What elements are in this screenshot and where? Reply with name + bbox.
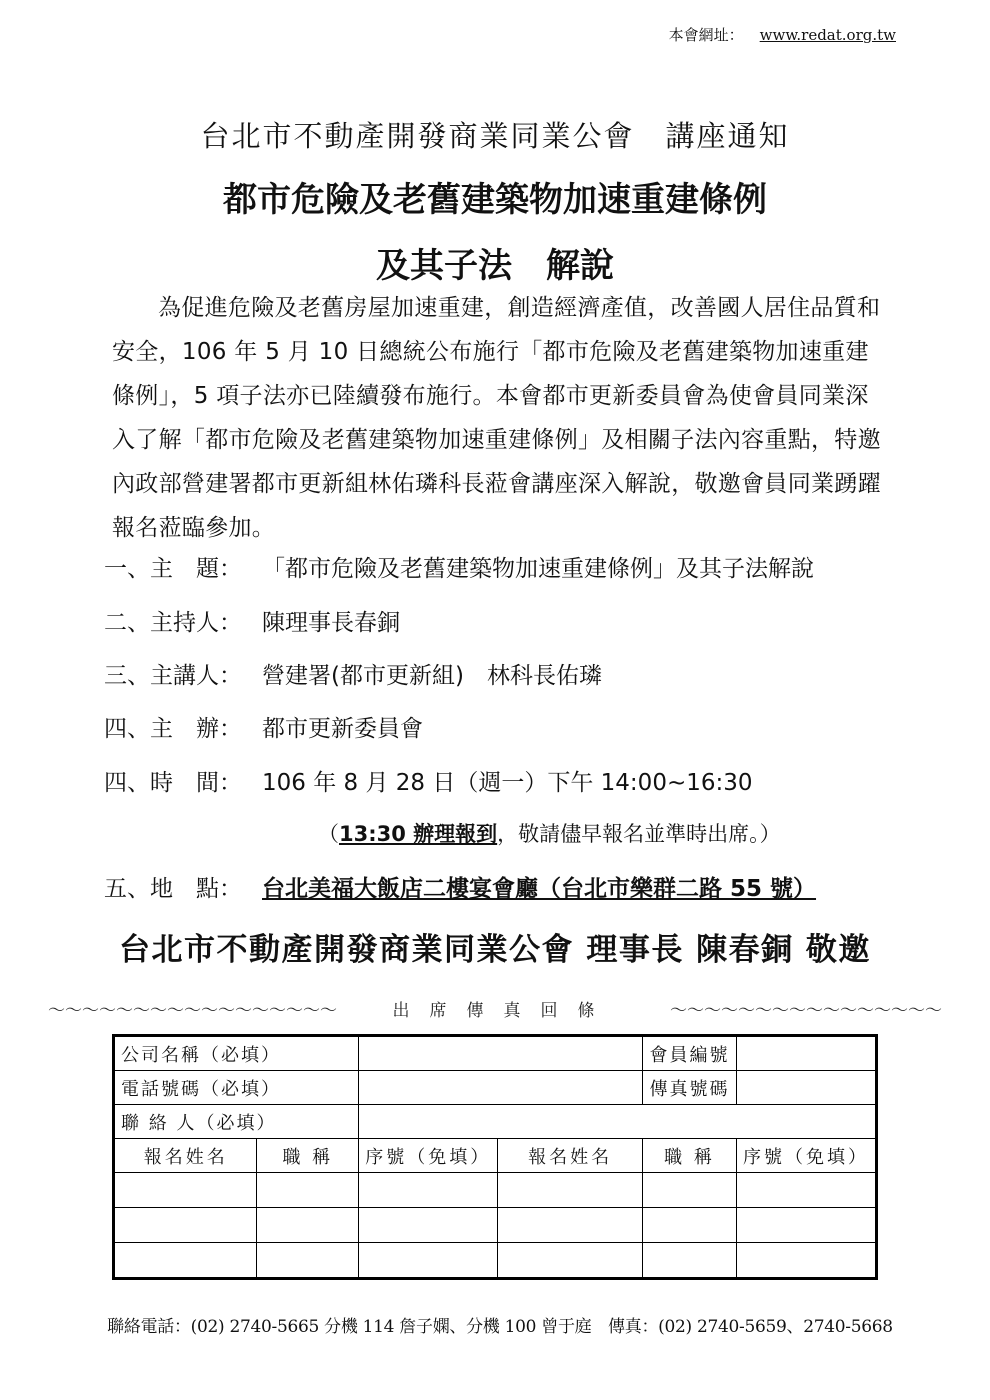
item-label: 三、主講人： — [104, 663, 242, 689]
item-host — [104, 604, 400, 637]
name-cell[interactable] — [498, 1208, 643, 1243]
contact-person-field[interactable] — [359, 1105, 877, 1139]
member-no-label: 會員編號 — [643, 1036, 737, 1071]
checkin-open: （ — [318, 822, 339, 846]
title-cell[interactable] — [257, 1208, 359, 1243]
name-cell[interactable] — [498, 1243, 643, 1279]
website-label: 本會網址： — [668, 26, 744, 44]
title-cell[interactable] — [257, 1173, 359, 1208]
website-line — [669, 24, 896, 45]
col-header-title: 職 稱 — [257, 1139, 359, 1173]
tilde-right: ～～～～～～～～～～～～～～～～ — [670, 1001, 942, 1021]
contact-person-label: 聯 絡 人（必填） — [114, 1105, 359, 1139]
invitation-signature: 台北市不動產開發商業同業公會 理事長 陳春銅 敬邀 — [119, 932, 871, 968]
item-speaker — [104, 657, 602, 690]
serial-cell[interactable] — [359, 1173, 498, 1208]
item-value: 「都市危險及老舊建築物加速重建條例」及其子法解說 — [262, 556, 814, 582]
serial-cell[interactable] — [736, 1173, 876, 1208]
title-line-1: 都市危險及老舊建築物加速重建條例 — [223, 180, 767, 220]
serial-cell[interactable] — [736, 1208, 876, 1243]
intro-paragraph: 為促進危險及老舊房屋加速重建，創造經濟產值，改善國人居住品質和安全，106 年 5 月 10 日總統公布施行「都市危險及老舊建築物加速重建條例」，5 項子法亦已陸續發布施行。本會都市更新委員會為使會員同業深入了解「都市危險及老舊建築物加速重建條例」及相關子法內容重點，特邀內政部營建署都市更新組林佑璘科長蒞會講座深入解說，敬邀會員同業踴躍報名蒞臨參加。 — [112, 295, 881, 541]
reply-form-title: 出席傳真回條 — [392, 1001, 615, 1021]
member-no-field[interactable] — [736, 1036, 876, 1071]
col-header-title: 職 稱 — [643, 1139, 737, 1173]
item-value: 營建署(都市更新組) 林科長佑璘 — [262, 663, 602, 689]
reply-form-table — [112, 1034, 878, 1280]
title-cell[interactable] — [643, 1208, 737, 1243]
col-header-name: 報名姓名 — [114, 1139, 257, 1173]
serial-cell[interactable] — [736, 1243, 876, 1279]
name-cell[interactable] — [114, 1173, 257, 1208]
item-label: 四、主 辦： — [104, 716, 242, 742]
name-cell[interactable] — [114, 1208, 257, 1243]
serial-cell[interactable] — [359, 1208, 498, 1243]
table-row — [114, 1243, 877, 1279]
title-line-2: 及其子法 解說 — [376, 246, 614, 286]
checkin-time: 13:30 辦理報到 — [339, 822, 498, 846]
reply-form-divider — [48, 996, 942, 1021]
item-label: 四、時 間： — [104, 770, 242, 796]
item-time — [104, 764, 753, 797]
company-label: 公司名稱（必填） — [114, 1036, 359, 1071]
serial-cell[interactable] — [359, 1243, 498, 1279]
name-cell[interactable] — [114, 1243, 257, 1279]
item-topic — [104, 550, 814, 583]
title-cell[interactable] — [643, 1173, 737, 1208]
phone-field[interactable] — [359, 1071, 643, 1105]
title-cell[interactable] — [643, 1243, 737, 1279]
title-cell[interactable] — [257, 1243, 359, 1279]
checkin-note — [318, 818, 781, 848]
org-notice-heading: 台北市不動產開發商業同業公會 講座通知 — [200, 119, 790, 153]
item-label: 二、主持人： — [104, 610, 242, 636]
item-label: 五、地 點： — [104, 876, 242, 902]
fax-no-label: 傳真號碼 — [643, 1071, 737, 1105]
item-label: 一、主 題： — [104, 556, 242, 582]
item-value: 陳理事長春銅 — [262, 610, 400, 636]
item-organizer — [104, 710, 423, 743]
table-row — [114, 1173, 877, 1208]
col-header-name: 報名姓名 — [498, 1139, 643, 1173]
checkin-rest: ，敬請儘早報名並準時出席。） — [497, 822, 781, 846]
website-link[interactable]: www.redat.org.tw — [759, 26, 896, 44]
item-value: 台北美福大飯店二樓宴會廳（台北市樂群二路 55 號） — [262, 876, 817, 902]
tilde-left: ～～～～～～～～～～～～～～～～～ — [48, 1001, 337, 1021]
item-value: 106 年 8 月 28 日（週一）下午 14:00~16:30 — [262, 770, 753, 796]
name-cell[interactable] — [498, 1173, 643, 1208]
table-row — [114, 1208, 877, 1243]
company-field[interactable] — [359, 1036, 643, 1071]
contact-info-line: 聯絡電話：(02) 2740-5665 分機 114 詹子嫻、分機 100 曾于庭 傳真：(02) 2740-5659、2740-5668 — [107, 1317, 893, 1337]
phone-label: 電話號碼（必填） — [114, 1071, 359, 1105]
col-header-serial: 序號（免填） — [736, 1139, 876, 1173]
item-venue — [104, 870, 816, 903]
item-value: 都市更新委員會 — [262, 716, 423, 742]
col-header-serial: 序號（免填） — [359, 1139, 498, 1173]
fax-no-field[interactable] — [736, 1071, 876, 1105]
